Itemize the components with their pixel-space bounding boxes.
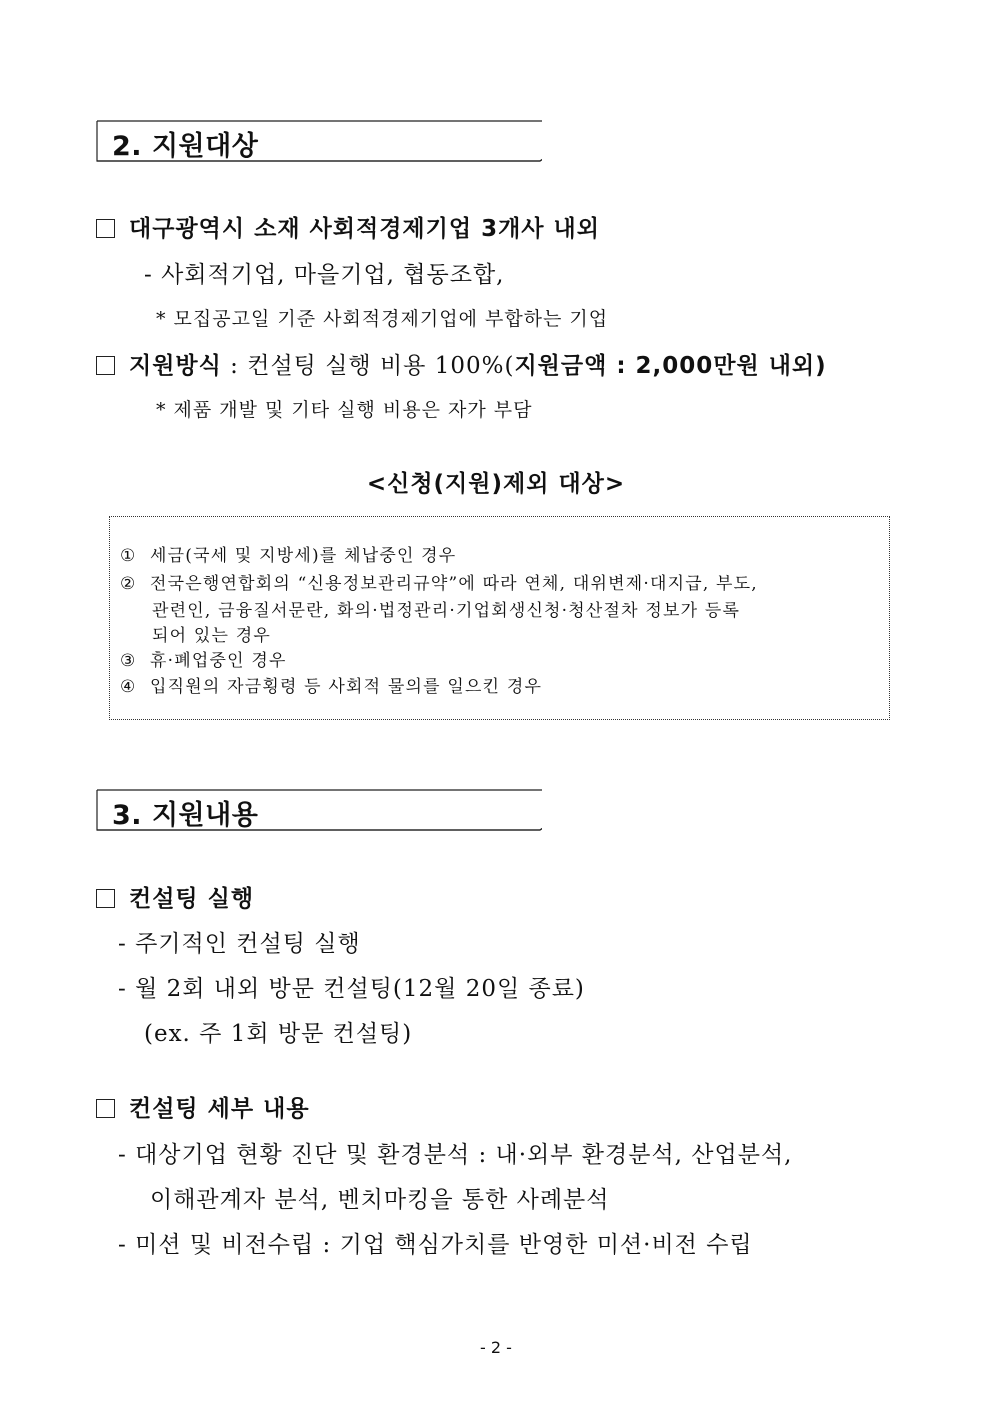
details-line: - 대상기업 현황 진단 및 환경분석 : 내·외부 환경분석, 산업분석,: [118, 1142, 793, 1168]
exclusion-item: ③ 휴·폐업중인 경우: [120, 651, 287, 671]
method-bullet: [96, 347, 827, 380]
target-types-line: - 사회적기업, 마을기업, 협동조합,: [144, 262, 505, 288]
consulting-line: (ex. 주 1회 방문 컨설팅): [144, 1021, 413, 1047]
checkbox-square-icon: [96, 1099, 115, 1118]
details-bullet: [96, 1090, 310, 1123]
exclusion-title: <신청(지원)제외 대상>: [366, 471, 626, 497]
details-line: - 미션 및 비전수립 : 기업 핵심가치를 반영한 미션·비전 수립: [118, 1232, 753, 1258]
section-2-title: 2. 지원대상: [112, 131, 259, 162]
method-note: * 제품 개발 및 기타 실행 비용은 자가 부담: [156, 399, 533, 421]
checkbox-square-icon: [96, 889, 115, 908]
exclusion-box: [109, 516, 890, 720]
exclusion-item-continuation: 되어 있는 경우: [152, 626, 271, 646]
consulting-head: 컨설팅 실행: [129, 886, 255, 912]
section-3-header: [96, 789, 542, 831]
method-middle: : 컨설팅 실행 비용 100%(: [221, 353, 515, 379]
exclusion-item-continuation: 관련인, 금융질서문란, 화의·법정관리·기업회생신청·청산절차 정보가 등록: [152, 601, 741, 621]
method-label: 지원방식: [129, 353, 222, 379]
details-head: 컨설팅 세부 내용: [129, 1096, 310, 1122]
target-text: 대구광역시 소재 사회적경제기업 3개사 내외: [129, 216, 600, 242]
exclusion-item: ④ 입직원의 자금횡령 등 사회적 물의를 일으킨 경우: [120, 677, 543, 697]
target-bullet: [96, 210, 600, 243]
details-line: 이해관계자 분석, 벤치마킹을 통한 사례분석: [150, 1187, 610, 1213]
checkbox-square-icon: [96, 219, 115, 238]
section-2-header: [96, 120, 542, 162]
exclusion-item: ② 전국은행연합회의 “신용정보관리규약”에 따라 연체, 대위변제·대지급, 부도,: [120, 574, 758, 594]
consulting-bullet: [96, 880, 254, 913]
page-number: - 2 -: [480, 1338, 512, 1357]
consulting-line: - 주기적인 컨설팅 실행: [118, 931, 361, 957]
section-3-title: 3. 지원내용: [112, 800, 259, 831]
exclusion-item: ① 세금(국세 및 지방세)를 체납중인 경우: [120, 546, 457, 566]
checkbox-square-icon: [96, 356, 115, 375]
target-note: * 모집공고일 기준 사회적경제기업에 부합하는 기업: [156, 308, 609, 330]
consulting-line: - 월 2회 내외 방문 컨설팅(12월 20일 종료): [118, 976, 585, 1002]
method-amount: 지원금액 : 2,000만원 내외): [514, 353, 827, 379]
